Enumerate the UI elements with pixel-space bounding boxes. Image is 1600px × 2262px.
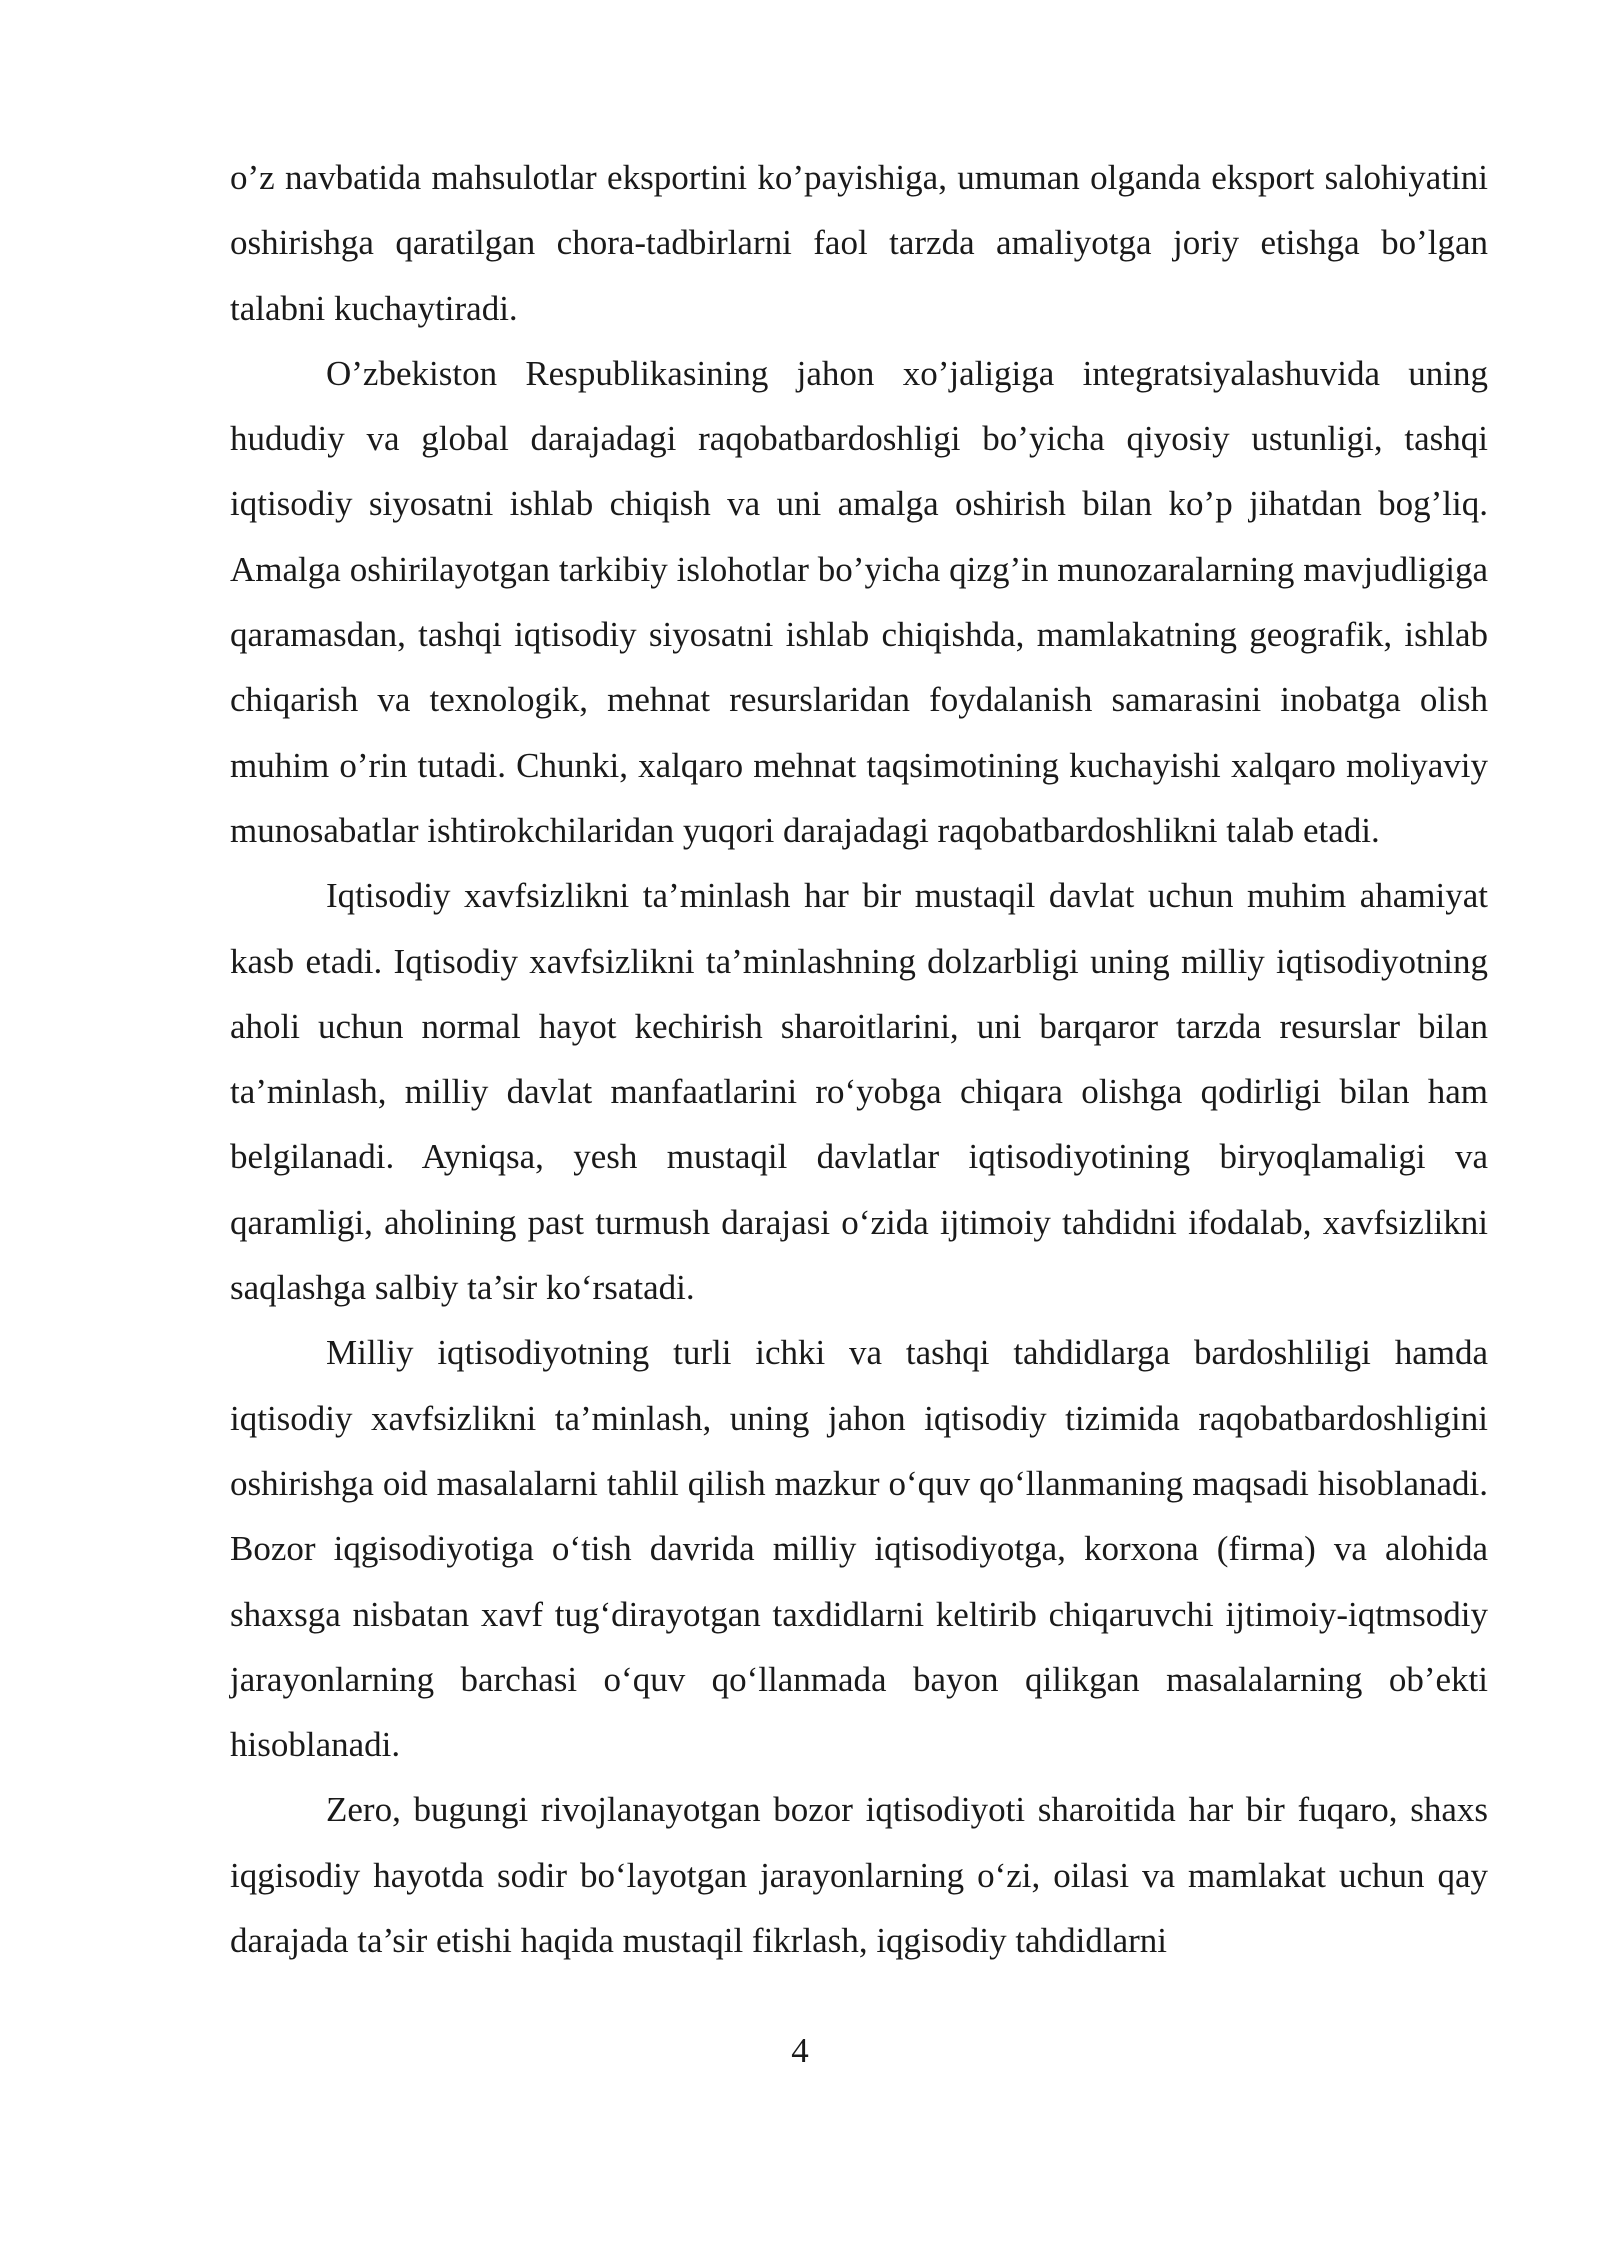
paragraph-integration: O’zbekiston Respublikasining jahon xo’jaligiga integratsiyalashuvida uning hududiy va global darajadagi raqobatbardoshligi bo’yicha qiyosiy ustunligi, tashqi iqtisodiy siyosatni ishlab chiqish va uni amalga oshirish bilan ko’p jihatdan bog’liq. Amalga oshirilayotgan tarkibiy islohotlar bo’yicha qizg’in munozaralarning mavjudligiga qaramasdan, tashqi iqtisodiy siyosatni ishlab chiqishda, mamlakatning geografik, ishlab chiqarish va texnologik, mehnat resurslaridan foydalanish samarasini inobatga olish muhim o’rin tutadi. Chunki, xalqaro mehnat taqsimotining kuchayishi xalqaro moliyaviy munosabatlar ishtirokchilaridan yuqori darajadagi raqobatbardoshlikni talab etadi. [230,353,1488,850]
paragraph-market-economy: Zero, bugungi rivojlanayotgan bozor iqtisodiyoti sharoitida har bir fuqaro, shaxs iqgisodiy hayotda sodir bo‘layotgan jarayonlarning o‘zi, oilasi va mamlakat uchun qay darajada ta’sir etishi haqida mustaqil fikrlash, iqgisodiy tahdidlarni [230,1790,1488,1961]
page-number: 4 [791,2031,809,2070]
document-page [230,145,1488,1973]
paragraph-continuation: o’z navbatida mahsulotlar eksportini ko’payishiga, umuman olganda eksport salohiyatini oshirishga qaratilgan chora-tadbirlarni faol tarzda amaliyotga joriy etishga bo’lgan talabni kuchaytiradi. [230,158,1488,328]
paragraph-manual-purpose: Milliy iqtisodiyotning turli ichki va tashqi tahdidlarga bardoshliligi hamda iqtisodiy xavfsizlikni ta’minlash, uning jahon iqtisodiy tizimida raqobatbardoshligini oshirishga oid masalalarni tahlil qilish mazkur o‘quv qo‘llanmaning maqsadi hisoblanadi. Bozor iqgisodiyotiga o‘tish davrida milliy iqtisodiyotga, korxona (firma) va alohida shaxsga nisbatan xavf tug‘dirayotgan taxdidlarni keltirib chiqaruvchi ijtimoiy-iqtmsodiy jarayonlarning barchasi o‘quv qo‘llanmada bayon qilikgan masalalarning ob’ekti hisoblanadi. [230,1333,1488,1765]
paragraph-economic-security: Iqtisodiy xavfsizlikni ta’minlash har bir mustaqil davlat uchun muhim ahamiyat kasb etadi. Iqtisodiy xavfsizlikni ta’minlashning dolzarbligi uning milliy iqtisodiyotning aholi uchun normal hayot kechirish sharoitlarini, uni barqaror tarzda resurslar bilan ta’minlash, milliy davlat manfaatlarini ro‘yobga chiqara olishga qodirligi bilan ham belgilanadi. Ayniqsa, yesh mustaqil davlatlar iqtisodiyotining biryoqlamaligi va qaramligi, aholining past turmush darajasi o‘zida ijtimoiy tahdidni ifodalab, xavfsizlikni saqlashga salbiy ta’sir ko‘rsatadi. [230,876,1488,1308]
